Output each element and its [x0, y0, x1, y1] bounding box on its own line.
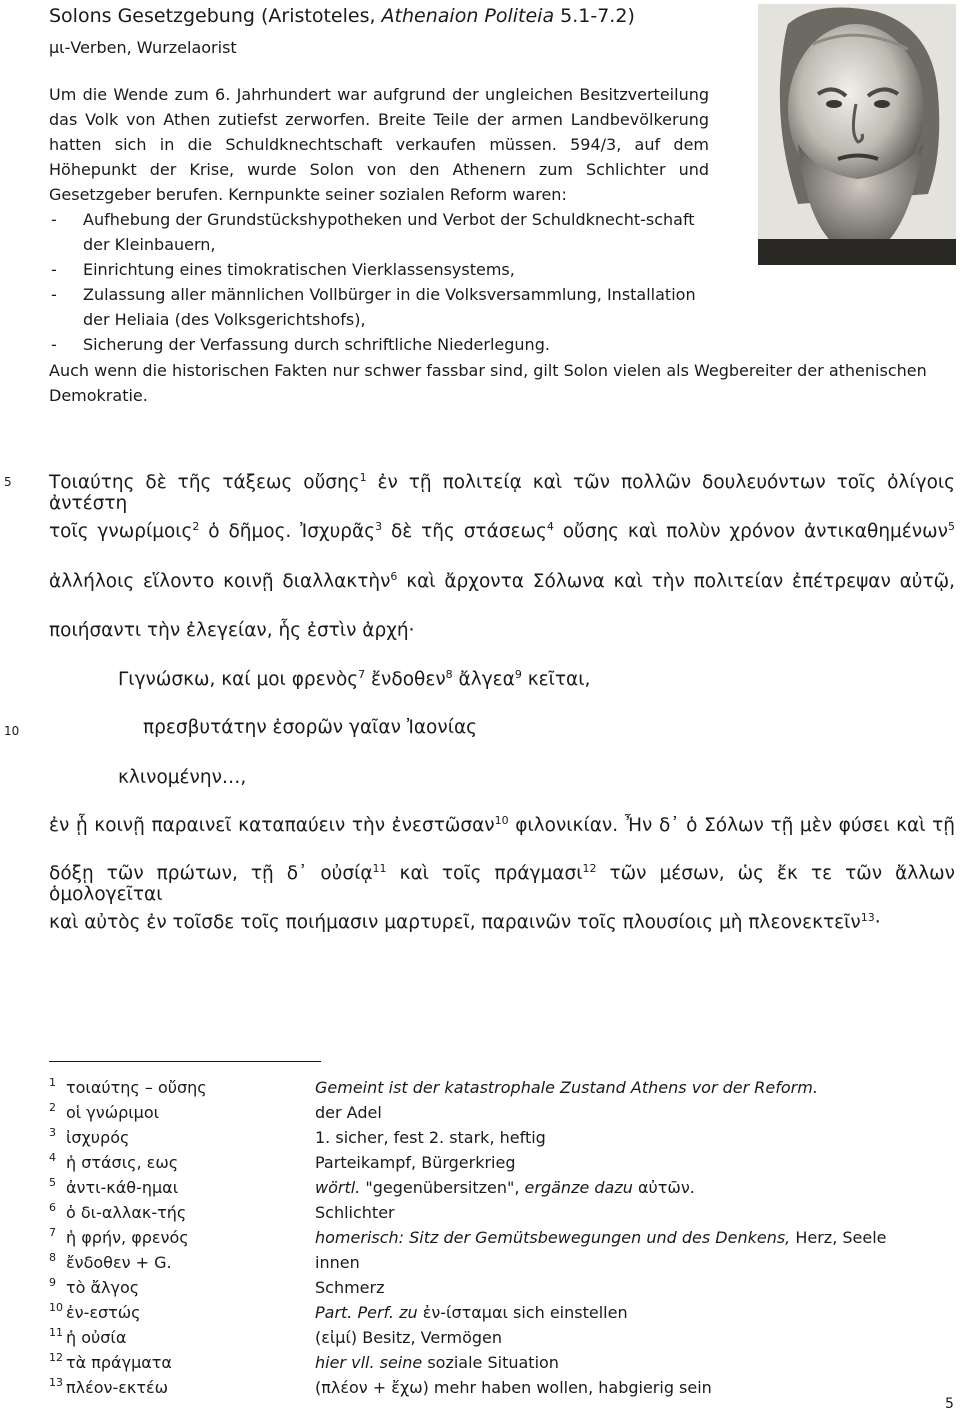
- greek-line: [49, 521, 955, 542]
- footnote-ref: 9: [514, 668, 522, 681]
- page-title: [49, 5, 635, 27]
- footnote-def-part: Gemeint ist der katastrophale Zustand Athens vor der Reform.: [315, 1078, 818, 1097]
- footnote-number: 13: [49, 1376, 63, 1389]
- greek-text: δόξῃ τῶν πρώτων, τῇ δ᾽ οὐσίᾳ: [49, 863, 373, 884]
- footnote-row: [49, 1075, 929, 1100]
- page-subtitle: μι-Verben, Wurzelaorist: [49, 38, 237, 57]
- greek-text: δὲ τῆς στάσεως: [382, 521, 547, 542]
- greek-text: ἐν ᾗ κοινῇ παραινεῖ καταπαύειν τὴν ἐνεστῶσαν: [49, 815, 495, 836]
- footnote-number: 11: [49, 1326, 63, 1339]
- greek-text: ἀλλήλοις εἵλοντο κοινῇ διαλλακτὴν: [49, 571, 391, 592]
- footnote-ref: 12: [582, 862, 597, 875]
- greek-text: καὶ ἄρχοντα Σόλωνα καὶ τὴν πολιτείαν ἐπέτρεψαν αὐτῷ,: [397, 571, 955, 592]
- intro-line: Um die Wende zum 6. Jahrhundert war aufgrund der ungleichen Besitzverteilung: [49, 85, 709, 104]
- footnote-row: [49, 1150, 929, 1175]
- reform-item: - Aufhebung der Grundstückshypotheken und Verbot der Schuldknecht-schaft der Kleinbauern,: [49, 207, 709, 257]
- greek-text: ἔνδοθεν: [365, 669, 446, 690]
- greek-text: κεῖται,: [521, 669, 591, 690]
- footnote-definition: [315, 1300, 628, 1325]
- footnote-definition: [315, 1350, 559, 1375]
- intro-text: [49, 82, 709, 357]
- line-number: 10: [4, 724, 20, 738]
- footnote-number: 3: [49, 1126, 56, 1139]
- footnote-def-part: Herz, Seele: [790, 1228, 887, 1247]
- intro-line: das Volk von Athen zutiefst zerworfen. Breite Teile der armen Landbevölkerung: [49, 110, 709, 129]
- footnote-term: ἰσχυρός: [66, 1128, 130, 1147]
- footnote-term: ὁ δι-αλλακ-τής: [66, 1203, 187, 1222]
- footnote-def-part: Parteikampf, Bürgerkrieg: [315, 1153, 516, 1172]
- footnote-ref: 11: [372, 862, 387, 875]
- footnote-ref: 6: [390, 570, 398, 583]
- footnote-def-part: homerisch: Sitz der Gemütsbewegungen und des Denkens,: [315, 1228, 791, 1247]
- footnote-row: [49, 1100, 929, 1125]
- footnote-def-part: Schlichter: [315, 1203, 395, 1222]
- footnote-def-part: (πλέον + ἔχω) mehr haben wollen, habgierig sein: [315, 1378, 712, 1397]
- footnote-term: τὰ πράγματα: [66, 1353, 172, 1372]
- greek-text: καὶ αὐτὸς ἐν τοῖσδε τοῖς ποιήμασιν μαρτυρεῖ, παραινῶν τοῖς πλουσίοις μὴ πλεονεκτεῖν: [49, 912, 861, 933]
- footnote-ref: 1: [359, 471, 367, 484]
- intro-line: hatten sich in die Schuldknechtschaft verkaufen müssen. 594/3, auf dem: [49, 135, 709, 154]
- footnote-definition: [315, 1100, 382, 1125]
- greek-line: [49, 863, 955, 905]
- verse-line: κλινομένην…,: [118, 767, 247, 788]
- footnote-number: 4: [49, 1151, 56, 1164]
- footnote-row: [49, 1325, 929, 1350]
- greek-text: ἐν τῇ πολιτείᾳ καὶ τῶν πολλῶν δουλευόντων τοῖς ὀλίγοις ἀντέστη: [49, 472, 956, 514]
- footnote-number: 1: [49, 1076, 56, 1089]
- greek-text: ὁ δῆμος. Ἰσχυρᾶς: [199, 521, 376, 542]
- footnote-term: πλέον-εκτέω: [66, 1378, 169, 1397]
- footnote-def-part: innen: [315, 1253, 360, 1272]
- footnote-row: [49, 1350, 929, 1375]
- greek-line: [49, 912, 881, 933]
- footnote-definition: [315, 1375, 712, 1400]
- footnote-ref: 7: [358, 668, 366, 681]
- verse-line: [118, 669, 590, 690]
- footnote-term: ἔνδοθεν + G.: [66, 1253, 172, 1272]
- intro-closing: [49, 358, 959, 408]
- footnote-row: [49, 1125, 929, 1150]
- footnote-divider: [49, 1061, 321, 1062]
- footnote-definition: [315, 1075, 818, 1100]
- footnote-row: [49, 1375, 929, 1400]
- intro-line: Gesetzgeber berufen. Kernpunkte seiner sozialen Reform waren:: [49, 185, 567, 204]
- footnote-row: [49, 1200, 929, 1225]
- footnote-definition: [315, 1200, 395, 1225]
- footnote-ref: 4: [546, 520, 554, 533]
- footnote-row: [49, 1300, 929, 1325]
- footnote-number: 12: [49, 1351, 63, 1364]
- intro-line: Höhepunkt der Krise, wurde Solon von den Athenern zum Schlichter und: [49, 160, 709, 179]
- page-number: 5: [945, 1396, 954, 1412]
- reform-list: [49, 207, 709, 357]
- footnote-term: οἱ γνώριμοι: [66, 1103, 160, 1122]
- greek-text: Τοιαύτης δὲ τῆς τάξεως οὔσης: [49, 472, 360, 493]
- solon-bust-image: [758, 4, 956, 265]
- footnote-def-part: wörtl.: [315, 1178, 361, 1197]
- footnote-term: ἡ στάσις, εως: [66, 1153, 179, 1172]
- footnote-definition: [315, 1275, 385, 1300]
- footnote-term: τοιαύτης – οὔσης: [66, 1078, 207, 1097]
- footnote-definition: [315, 1175, 695, 1200]
- footnote-def-part: Part. Perf. zu: [315, 1303, 418, 1322]
- footnote-row: [49, 1225, 929, 1250]
- footnote-number: 8: [49, 1251, 56, 1264]
- greek-text: τοῖς γνωρίμοις: [49, 521, 193, 542]
- greek-text: καὶ τοῖς πράγμασι: [386, 863, 583, 884]
- footnote-definition: [315, 1325, 502, 1350]
- footnote-def-part: 1. sicher, fest 2. stark, heftig: [315, 1128, 546, 1147]
- footnote-ref: 5: [947, 520, 955, 533]
- footnote-def-part: soziale Situation: [422, 1353, 559, 1372]
- greek-line: [49, 571, 955, 592]
- verse-line: πρεσβυτάτην ἐσορῶν γαῖαν Ἰαονίας: [143, 717, 478, 738]
- title-part-1: Solons Gesetzgebung (Aristoteles,: [49, 5, 382, 27]
- footnote-term: ἐν-εστώς: [66, 1303, 141, 1322]
- title-work-italic: Athenaion Politeia: [381, 5, 555, 27]
- footnote-def-part: (εἰμί) Besitz, Vermögen: [315, 1328, 503, 1347]
- greek-line: [49, 815, 955, 836]
- title-part-2: 5.1-7.2): [554, 5, 635, 27]
- footnote-number: 5: [49, 1176, 56, 1189]
- reform-item: - Sicherung der Verfassung durch schriftliche Niederlegung.: [49, 332, 709, 357]
- footnote-def-part: hier vll. seine: [315, 1353, 423, 1372]
- footnote-term: τὸ ἄλγος: [66, 1278, 140, 1297]
- greek-text: οὔσης καὶ πολὺν χρόνον ἀντικαθημένων: [553, 521, 948, 542]
- footnote-definition: [315, 1150, 516, 1175]
- line-number: 5: [4, 475, 12, 489]
- footnote-definition: [315, 1250, 360, 1275]
- footnote-definition: [315, 1225, 887, 1250]
- footnote-def-part: ἐν-ίσταμαι sich einstellen: [417, 1303, 628, 1322]
- greek-text: ·: [874, 912, 881, 933]
- footnote-ref: 2: [192, 520, 200, 533]
- footnote-row: [49, 1275, 929, 1300]
- greek-text: ἄλγεα: [452, 669, 515, 690]
- footnote-ref: 8: [445, 668, 453, 681]
- solon-bust-drawing: [758, 4, 956, 265]
- greek-line: [49, 472, 955, 514]
- reform-item: - Zulassung aller männlichen Vollbürger in die Volksversammlung, Installation der Heliaia (des Volksgerichtshofs),: [49, 282, 709, 332]
- intro-closing-text: Auch wenn die historischen Fakten nur schwer fassbar sind, gilt Solon vielen als Wegbereiter der athenischen Demokratie.: [49, 361, 927, 405]
- footnote-number: 6: [49, 1201, 56, 1214]
- footnote-ref: 3: [375, 520, 383, 533]
- greek-line: ποιήσαντι τὴν ἐλεγείαν, ἧς ἐστὶν ἀρχή·: [49, 620, 415, 641]
- footnote-def-part: Schmerz: [315, 1278, 385, 1297]
- greek-text: φιλονικίαν. Ἦν δ᾽ ὁ Σόλων τῇ μὲν φύσει καὶ τῇ: [508, 815, 955, 836]
- footnote-term: ἡ φρήν, φρενός: [66, 1228, 189, 1247]
- reform-item: - Einrichtung eines timokratischen Vierklassensystems,: [49, 257, 709, 282]
- footnote-list: [49, 1075, 929, 1400]
- footnote-term: ἡ οὐσία: [66, 1328, 127, 1347]
- footnote-row: [49, 1175, 929, 1200]
- footnote-term: ἀντι-κάθ-ημαι: [66, 1178, 179, 1197]
- greek-text: τῶν μέσων, ὡς ἔκ τε τῶν ἄλλων ὁμολογεῖται: [49, 863, 955, 905]
- footnote-def-part: der Adel: [315, 1103, 382, 1122]
- footnote-def-part: "gegenübersitzen",: [360, 1178, 525, 1197]
- footnote-definition: [315, 1125, 546, 1150]
- footnote-ref: 13: [860, 911, 875, 924]
- footnote-number: 10: [49, 1301, 63, 1314]
- footnote-ref: 10: [494, 814, 509, 827]
- footnote-def-part: αὐτῶν.: [632, 1178, 695, 1197]
- footnote-number: 7: [49, 1226, 56, 1239]
- footnote-number: 9: [49, 1276, 56, 1289]
- footnote-number: 2: [49, 1101, 56, 1114]
- footnote-def-part: ergänze dazu: [524, 1178, 633, 1197]
- greek-text: Γιγνώσκω, καί μοι φρενὸς: [118, 669, 359, 690]
- footnote-row: [49, 1250, 929, 1275]
